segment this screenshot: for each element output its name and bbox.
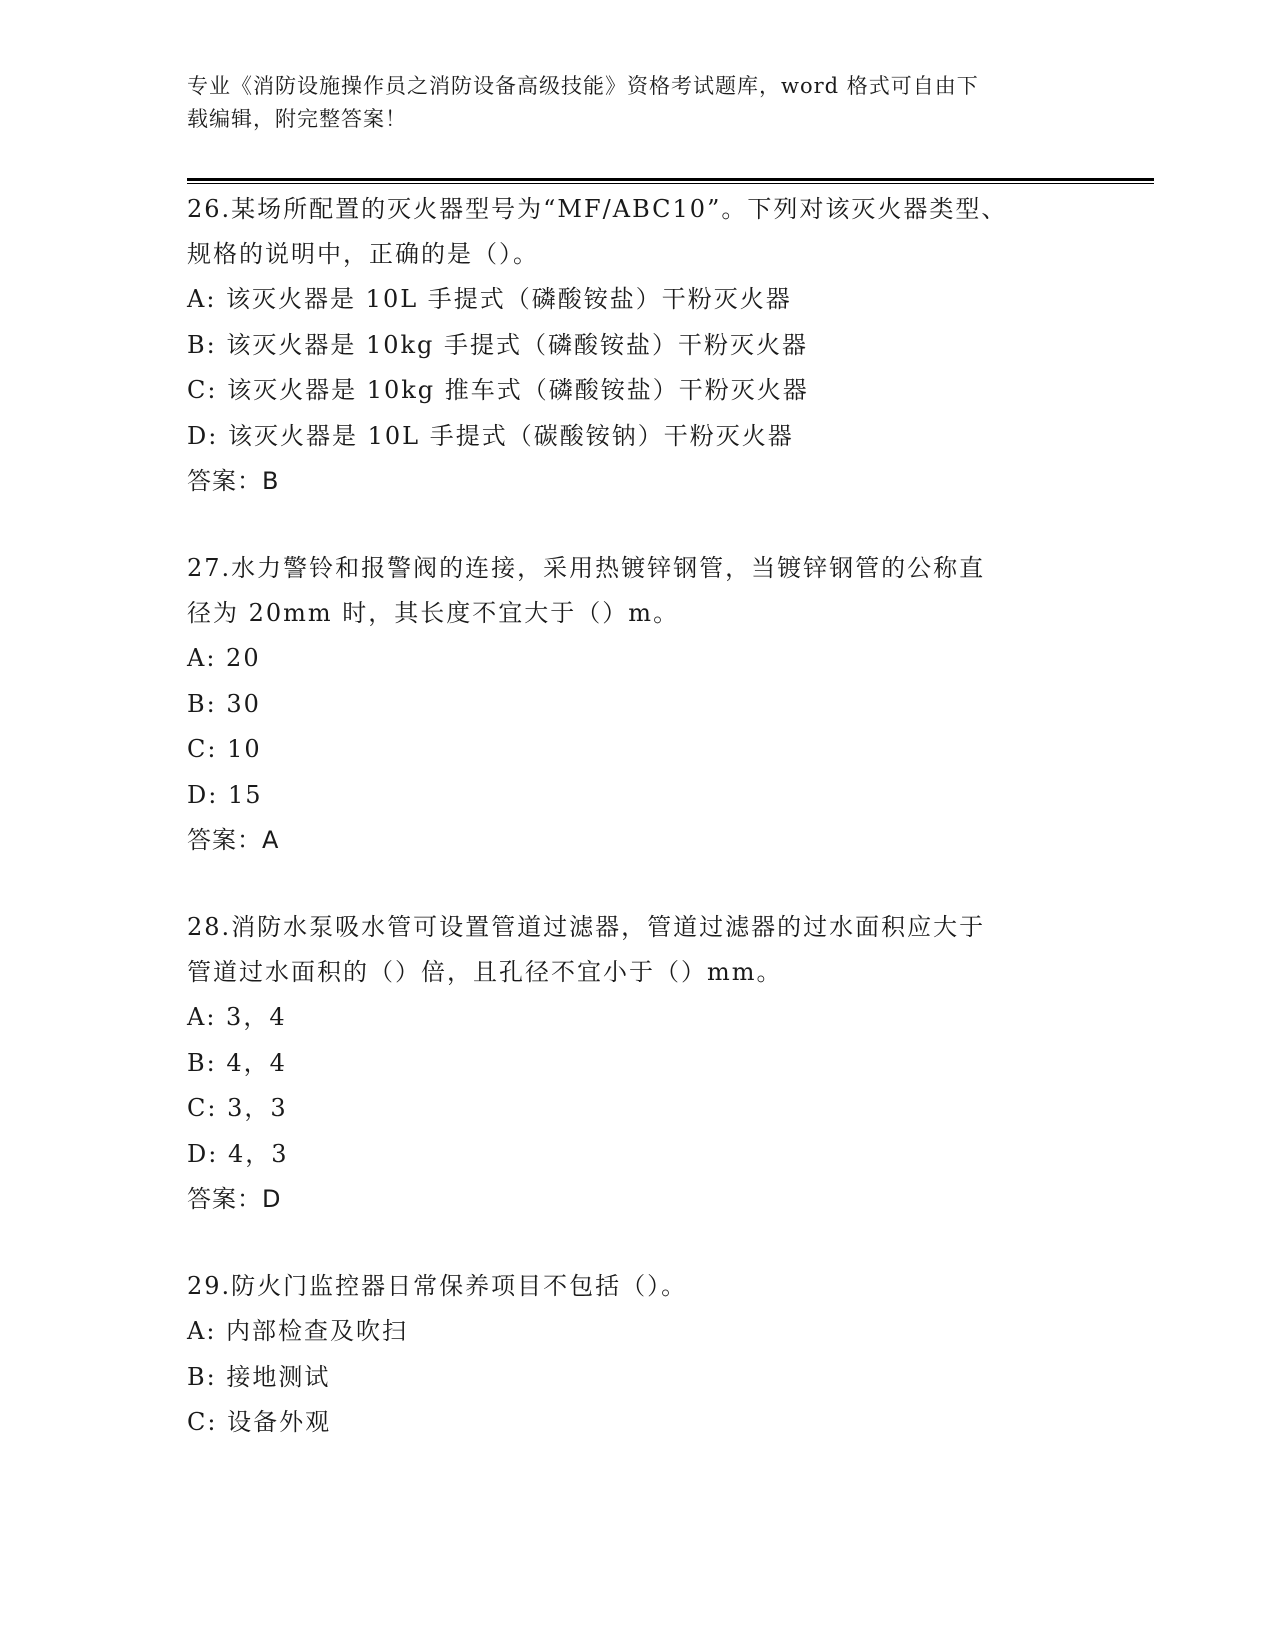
option-b: B: 4，4 — [187, 1048, 287, 1077]
question-stem-line: 27.水力警铃和报警阀的连接，采用热镀锌钢管，当镀锌钢管的公称直 — [187, 554, 986, 582]
question-stem-line: 管道过水面积的（）倍，且孔径不宜小于（）mm。 — [187, 958, 783, 986]
option-c: C: 10 — [187, 735, 262, 763]
option-a: A: 该灭火器是 10L 手提式（磷酸铵盐）干粉灭火器 — [187, 285, 792, 313]
option-b: B: 该灭火器是 10kg 手提式（磷酸铵盐）干粉灭火器 — [187, 330, 809, 359]
option-d: D: 4，3 — [187, 1139, 289, 1168]
answer: 答案：D — [187, 1185, 282, 1213]
question-stem-line: 26.某场所配置的灭火器型号为“MF/ABC10”。下列对该灭火器类型、 — [187, 195, 1008, 223]
option-d: D: 15 — [187, 780, 263, 809]
option-c: C: 3，3 — [187, 1094, 288, 1122]
question-27 — [187, 546, 1087, 863]
option-a: A: 内部检查及吹扫 — [187, 1317, 409, 1345]
option-a: A: 20 — [187, 644, 261, 672]
option-a: A: 3，4 — [187, 1003, 287, 1031]
question-29 — [187, 1264, 1087, 1446]
option-b: B: 30 — [187, 689, 261, 718]
question-stem-line: 规格的说明中，正确的是（）。 — [187, 240, 539, 268]
header-rule-thin — [187, 183, 1154, 184]
option-b: B: 接地测试 — [187, 1362, 331, 1391]
header-line-1: 专业《消防设施操作员之消防设备高级技能》资格考试题库，word 格式可自由下 — [187, 74, 979, 98]
question-stem-line: 28.消防水泵吸水管可设置管道过滤器，管道过滤器的过水面积应大于 — [187, 913, 986, 941]
header-rule-thick — [187, 178, 1154, 181]
option-c: C: 设备外观 — [187, 1408, 332, 1436]
answer: 答案：A — [187, 826, 280, 854]
question-28 — [187, 905, 1087, 1222]
header-line-2: 载编辑，附完整答案！ — [187, 107, 407, 131]
document-header — [187, 70, 1087, 136]
question-stem-line: 径为 20mm 时，其长度不宜大于（）m。 — [187, 599, 680, 627]
answer: 答案：B — [187, 467, 280, 495]
question-stem-line: 29.防火门监控器日常保养项目不包括（）。 — [187, 1272, 688, 1300]
option-d: D: 该灭火器是 10L 手提式（碳酸铵钠）干粉灭火器 — [187, 421, 794, 450]
question-26 — [187, 187, 1087, 504]
option-c: C: 该灭火器是 10kg 推车式（磷酸铵盐）干粉灭火器 — [187, 376, 809, 404]
